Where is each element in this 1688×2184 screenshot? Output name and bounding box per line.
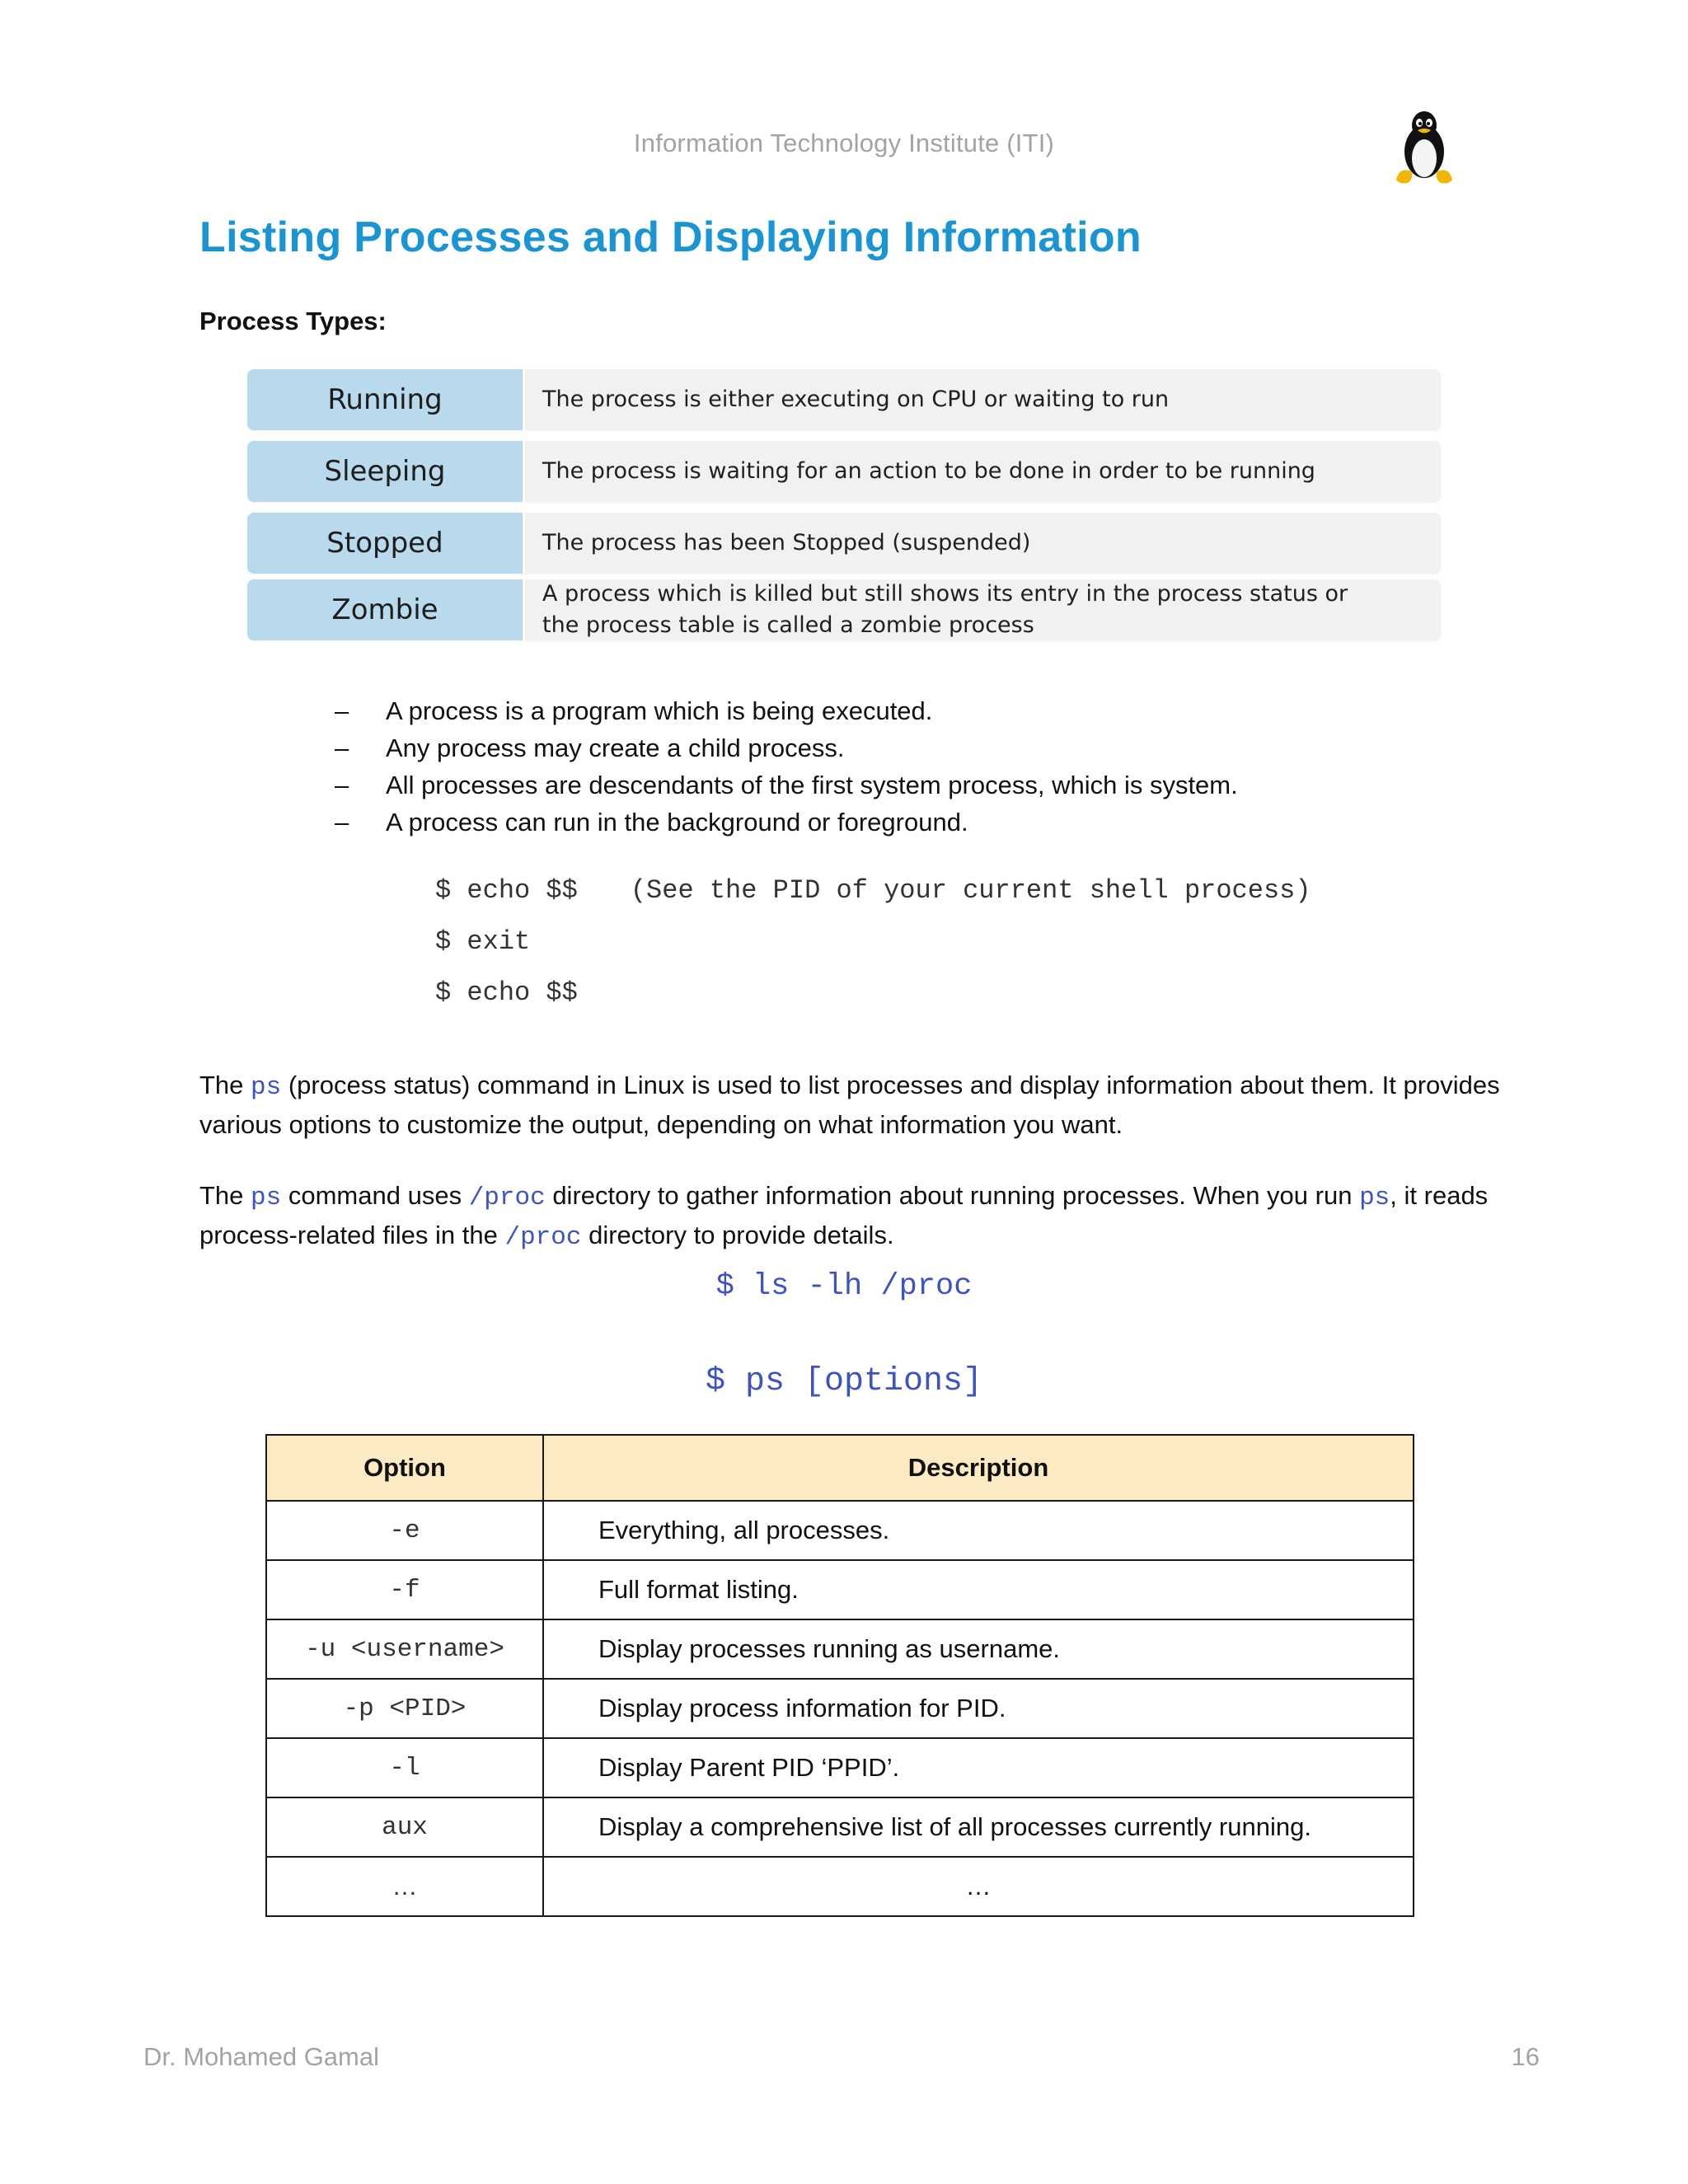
option-cell: -l bbox=[266, 1738, 543, 1797]
code-line bbox=[435, 916, 1311, 968]
option-cell: -e bbox=[266, 1501, 543, 1560]
process-type-name: Zombie bbox=[247, 579, 525, 640]
process-type-row bbox=[247, 369, 1441, 430]
footer-author: Dr. Mohamed Gamal bbox=[143, 2042, 379, 2071]
process-type-row bbox=[247, 579, 1441, 640]
option-cell: … bbox=[266, 1857, 543, 1916]
bullet-marker: – bbox=[335, 733, 349, 762]
code-command: $ echo $$ bbox=[435, 875, 578, 906]
ps-intro-paragraph bbox=[199, 1066, 1502, 1143]
code-command: $ exit bbox=[435, 926, 531, 957]
description-cell: Display processes running as username. bbox=[543, 1619, 1414, 1679]
text: command uses bbox=[281, 1181, 469, 1210]
bullet-marker: – bbox=[335, 808, 349, 837]
description-cell: Everything, all processes. bbox=[543, 1501, 1414, 1560]
header-title: Information Technology Institute (ITI) bbox=[633, 129, 1055, 157]
process-facts-list bbox=[330, 692, 1238, 841]
option-cell: -p <PID> bbox=[266, 1679, 543, 1738]
column-header-option: Option bbox=[266, 1435, 543, 1501]
process-type-name: Running bbox=[247, 369, 525, 430]
text: The bbox=[199, 1071, 251, 1099]
column-header-description: Description bbox=[543, 1435, 1414, 1501]
table-row bbox=[266, 1679, 1414, 1738]
option-cell: -f bbox=[266, 1560, 543, 1619]
inline-code: ps bbox=[251, 1073, 282, 1102]
page-number: 16 bbox=[1511, 2042, 1540, 2071]
list-item bbox=[330, 692, 1238, 729]
section-label: Process Types: bbox=[199, 307, 387, 335]
option-cell: -u <username> bbox=[266, 1619, 543, 1679]
process-type-description: A process which is killed but still shows its entry in the process status or the process table is called a zombie process bbox=[542, 581, 1348, 638]
description-cell: Display a comprehensive list of all processes currently running. bbox=[543, 1797, 1414, 1857]
description-cell: … bbox=[543, 1857, 1414, 1916]
description-cell: Display Parent PID ‘PPID’. bbox=[543, 1738, 1414, 1797]
description-cell: Display process information for PID. bbox=[543, 1679, 1414, 1738]
inline-code: /proc bbox=[468, 1183, 546, 1212]
list-item-text: Any process may create a child process. bbox=[386, 733, 845, 762]
code-line bbox=[435, 865, 1311, 916]
page-title: Listing Processes and Displaying Information bbox=[199, 213, 1142, 261]
table-row bbox=[266, 1857, 1414, 1916]
text: , it reads process-related files in the bbox=[199, 1181, 1489, 1249]
text: directory to gather information about running processes. When you run bbox=[545, 1181, 1360, 1210]
text: directory to provide details. bbox=[581, 1221, 894, 1249]
ps-options-table bbox=[265, 1434, 1414, 1917]
list-item bbox=[330, 804, 1238, 841]
inline-code: ps bbox=[251, 1183, 282, 1212]
list-item-text: All processes are descendants of the first system process, which is system. bbox=[386, 771, 1238, 799]
table-row bbox=[266, 1560, 1414, 1619]
process-type-name: Stopped bbox=[247, 513, 525, 574]
code-comment: (See the PID of your current shell process) bbox=[630, 875, 1311, 906]
list-item-text: A process is a program which is being executed. bbox=[386, 696, 933, 725]
text: (process status) command in Linux is used to list processes and display information about them. It provides various options to customize the output, depending on what information you want. bbox=[199, 1071, 1500, 1139]
ps-command: $ ps [options] bbox=[705, 1363, 983, 1400]
process-type-row bbox=[247, 441, 1441, 502]
table-header-row bbox=[266, 1435, 1414, 1501]
option-cell: aux bbox=[266, 1797, 543, 1857]
bullet-marker: – bbox=[335, 771, 349, 799]
proc-paragraph bbox=[199, 1177, 1502, 1256]
table-row bbox=[266, 1738, 1414, 1797]
table-row bbox=[266, 1619, 1414, 1679]
table-row bbox=[266, 1501, 1414, 1560]
shell-code-block bbox=[435, 865, 1311, 1019]
inline-code: /proc bbox=[504, 1223, 582, 1252]
process-type-description: The process is either executing on CPU or waiting to run bbox=[542, 387, 1170, 412]
tux-penguin-icon bbox=[1391, 105, 1457, 185]
list-item bbox=[330, 729, 1238, 766]
code-command: $ echo $$ bbox=[435, 977, 578, 1008]
process-type-row bbox=[247, 513, 1441, 574]
table-row bbox=[266, 1797, 1414, 1857]
list-item bbox=[330, 766, 1238, 804]
code-line bbox=[435, 968, 1311, 1019]
ls-command: $ ls -lh /proc bbox=[715, 1269, 973, 1304]
description-cell: Full format listing. bbox=[543, 1560, 1414, 1619]
process-type-description: The process is waiting for an action to be done in order to be running bbox=[542, 458, 1315, 484]
bullet-marker: – bbox=[335, 696, 349, 725]
list-item-text: A process can run in the background or foreground. bbox=[386, 808, 968, 837]
process-type-name: Sleeping bbox=[247, 441, 525, 502]
process-type-description: The process has been Stopped (suspended) bbox=[542, 530, 1031, 555]
inline-code: ps bbox=[1359, 1183, 1390, 1212]
text: The bbox=[199, 1181, 251, 1210]
